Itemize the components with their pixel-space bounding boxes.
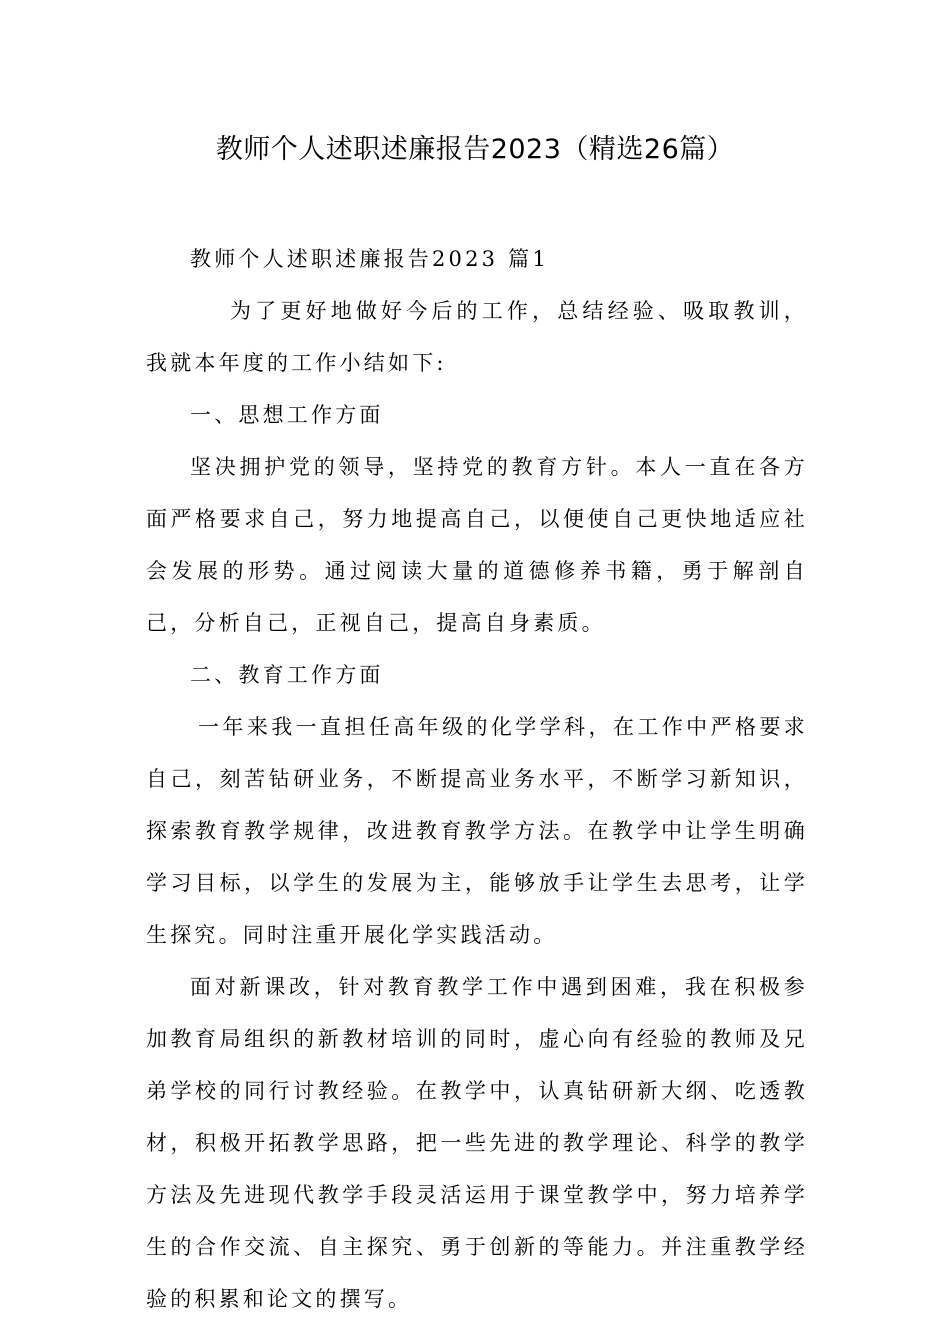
- part2-paragraph-2: 面对新课改，针对教育教学工作中遇到困难，我在积极参加教育局组织的新教材培训的同时，虚心向有经验的教师及兄弟学校的同行讨教经验。在教学中，认真钻研新大纲、吃透教材，积极开拓教学思路，把一些先进的教学理论、科学的教学方法及先进现代教学手段灵活运用于课堂教学中，努力培养学生的合作交流、自主探究、勇于创新的等能力。并注重教学经验的积累和论文的撰写。: [146, 975, 808, 1311]
- part2-paragraph-1: 一年来我一直担任高年级的化学学科，在工作中严格要求自己，刻苦钻研业务，不断提高业务水平，不断学习新知识，探索教育教学规律，改进教育教学方法。在教学中让学生明确学习目标，以学生的发展为主，能够放手让学生去思考，让学生探究。同时注重开展化学实践活动。: [146, 715, 808, 947]
- part1-paragraph: 坚决拥护党的领导，坚持党的教育方针。本人一直在各方面严格要求自己，努力地提高自己，以便使自己更快地适应社会发展的形势。通过阅读大量的道德修养书籍，勇于解剖自己，分析自己，正视自己，提高自身素质。: [146, 455, 808, 635]
- intro-paragraph: 为了更好地做好今后的工作，总结经验、吸取教训，我就本年度的工作小结如下:: [146, 299, 808, 375]
- section-heading: 教师个人述职述廉报告2023 篇1: [190, 247, 549, 271]
- part1-heading: 一、思想工作方面: [190, 403, 384, 427]
- document-title: 教师个人述职述廉报告2023（精选26篇）: [215, 134, 735, 165]
- part2-heading: 二、教育工作方面: [190, 663, 384, 687]
- document-body: [146, 233, 808, 1325]
